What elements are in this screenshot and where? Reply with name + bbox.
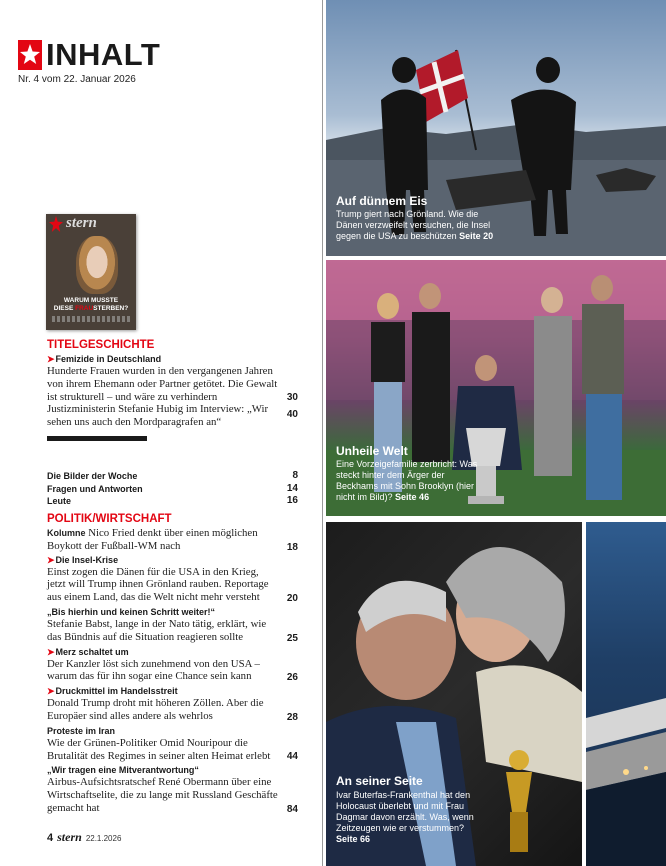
photo-ship[interactable]: [586, 522, 666, 866]
toc-entry-insel[interactable]: ➤Die Insel-Krise Einst zogen die Dänen für die USA in den Krieg, jetzt will Trump ihnen Grönland rauben. Reportage aus einem Land, das die Welt nicht mehr versteht 20: [47, 554, 298, 604]
entry-description: Airbus-Aufsichtsratschef René Obermann über eine Wirtschaftselite, die zu lange mit Russland Geschäfte gemacht hat: [47, 776, 278, 814]
toc-entry-leute[interactable]: Leute 16: [47, 495, 298, 506]
issue-line: Nr. 4 vom 22. Januar 2026: [18, 74, 136, 85]
cover-headline: WARUM MUSSTE DIESE FRAUSTERBEN?: [53, 297, 129, 312]
section-divider: [47, 436, 147, 441]
entry-description: Stefanie Babst, lange in der Nato tätig, erklärt, wie das Bündnis auf die Situation reagieren sollte: [47, 617, 267, 643]
page-header: [18, 37, 161, 85]
page-footer: [47, 830, 121, 845]
caption-title: Unheile Welt: [336, 444, 408, 458]
page-number: 30: [286, 392, 298, 404]
caption-title: Auf dünnem Eis: [336, 194, 428, 208]
page-number: 40: [286, 409, 298, 421]
entry-description: Einst zogen die Dänen für die USA in den Krieg, jetzt will Trump ihnen Grönland rauben. Reportage aus einem Land, das die Welt nicht mehr versteht: [47, 565, 269, 604]
photo-buterfas[interactable]: [326, 522, 582, 866]
stern-star-logo: [18, 40, 42, 70]
cover-portrait: [76, 236, 118, 294]
footer-date: 22.1.2026: [85, 834, 122, 843]
column-divider: [322, 0, 323, 866]
section-heading: TITELGESCHICHTE: [47, 339, 155, 351]
page-number: 25: [286, 632, 298, 644]
page-number: 84: [286, 803, 298, 815]
toc-entry-fragen[interactable]: Fragen und Antworten 14: [47, 482, 298, 494]
toc-entry-bilder[interactable]: Die Bilder der Woche 8: [47, 470, 298, 481]
toc-entry-kolumne[interactable]: Kolumne Nico Fried denkt über einen möglichen Boykott der Fußball-WM nach 18: [47, 527, 298, 553]
caption-text: Trump giert nach Grönland. Wie die Dänen verzweifelt versuchen, die Insel gegen die USA zu beschützen Seite 20: [336, 209, 494, 241]
toc-entry-hubig[interactable]: [47, 403, 298, 429]
entry-description: Wie der Grünen-Politiker Omid Nouripour die Brutalität des Regimes in seiner alten Heimat erlebt: [47, 736, 271, 762]
page-number: 44: [286, 751, 298, 763]
toc-entry-nato[interactable]: „Bis hierhin und keinen Schritt weiter!“ Stefanie Babst, lange in der Nato tätig, erklärt, wie das Bündnis auf die Situation reagieren sollte 25: [47, 606, 298, 644]
section-heading: POLITIK/WIRTSCHAFT: [47, 513, 172, 525]
entry-description: Hunderte Frauen wurden in den vergangenen Jahren von ihrem Ehemann oder Partner getötet. Die Gewalt ist strukturell – und wäre zu verhindern: [47, 365, 278, 403]
photo-beckham[interactable]: [326, 260, 666, 516]
caption-title: An seiner Seite: [336, 774, 423, 788]
entry-description: Justizministerin Stefanie Hubig im Interview: „Wir sehen uns auch den Mordparagrafen an“: [47, 403, 269, 429]
cover-brand: stern: [66, 215, 97, 231]
photo-greenland[interactable]: [326, 0, 666, 256]
cover-subline: [52, 316, 130, 322]
caption-text: Ivar Buterfas-Frankenthal hat den Holocaust überlebt und mit Frau Dagmar davon erzählt. Was, wenn Zeitzeugen wie er verstummen? Seite 66: [336, 790, 474, 844]
caption-text: Eine Vorzeigefamilie zerbricht: Was steckt hinter dem Ärger der Beckhams mit Sohn Brooklyn (hier nicht im Bild)? Seite 46: [336, 459, 478, 502]
section-politik: [47, 512, 298, 815]
magazine-cover-thumbnail[interactable]: [46, 214, 136, 330]
footer-page-number: 4: [47, 832, 54, 844]
page-number: 18: [286, 541, 298, 553]
page-number: 26: [286, 672, 298, 684]
section-titelgeschichte: [47, 338, 298, 429]
page-title: INHALT: [46, 37, 161, 72]
entry-description: Donald Trump droht mit höheren Zöllen. Aber die Europäer sind alles andere als wehrlos: [47, 697, 264, 722]
page-number: 20: [286, 592, 298, 604]
ship-scene: [586, 522, 666, 866]
toc-entry-femizide[interactable]: ➤Femizide in Deutschland Hunderte Frauen wurden in den vergangenen Jahren von ihrem Ehemann oder Partner getötet. Die Gewalt ist strukturell – und wäre zu verhindern 30: [47, 354, 298, 404]
entry-description: Der Kanzler löst sich zunehmend von den USA – warum das für ihn sogar eine Chance sein kann: [47, 657, 260, 683]
arrow-icon: ➤: [47, 354, 55, 364]
toc-entry-obermann[interactable]: „Wir tragen eine Mitverantwortung“ Airbus-Aufsichtsratschef René Obermann über eine Wirtschaftselite, die zu lange mit Russland Geschäfte gemacht hat 84: [47, 765, 298, 815]
arrow-icon: ➤: [47, 554, 55, 565]
section-misc: [47, 470, 298, 508]
page-number: 28: [286, 711, 298, 723]
toc-entry-iran[interactable]: Proteste im Iran Wie der Grünen-Politiker Omid Nouripour die Brutalität des Regimes in seiner alten Heimat erlebt 44: [47, 725, 298, 763]
arrow-icon: ➤: [47, 686, 55, 697]
arrow-icon: ➤: [47, 646, 55, 657]
toc-entry-merz[interactable]: ➤Merz schaltet um Der Kanzler löst sich zunehmend von den USA – warum das für ihn sogar eine Chance sein kann 26: [47, 646, 298, 684]
toc-entry-handel[interactable]: ➤Druckmittel im Handelsstreit Donald Trump droht mit höheren Zöllen. Aber die Europäer sind alles andere als wehrlos 28: [47, 686, 298, 723]
cover-star-icon: [49, 216, 63, 232]
footer-brand: stern: [57, 830, 82, 844]
